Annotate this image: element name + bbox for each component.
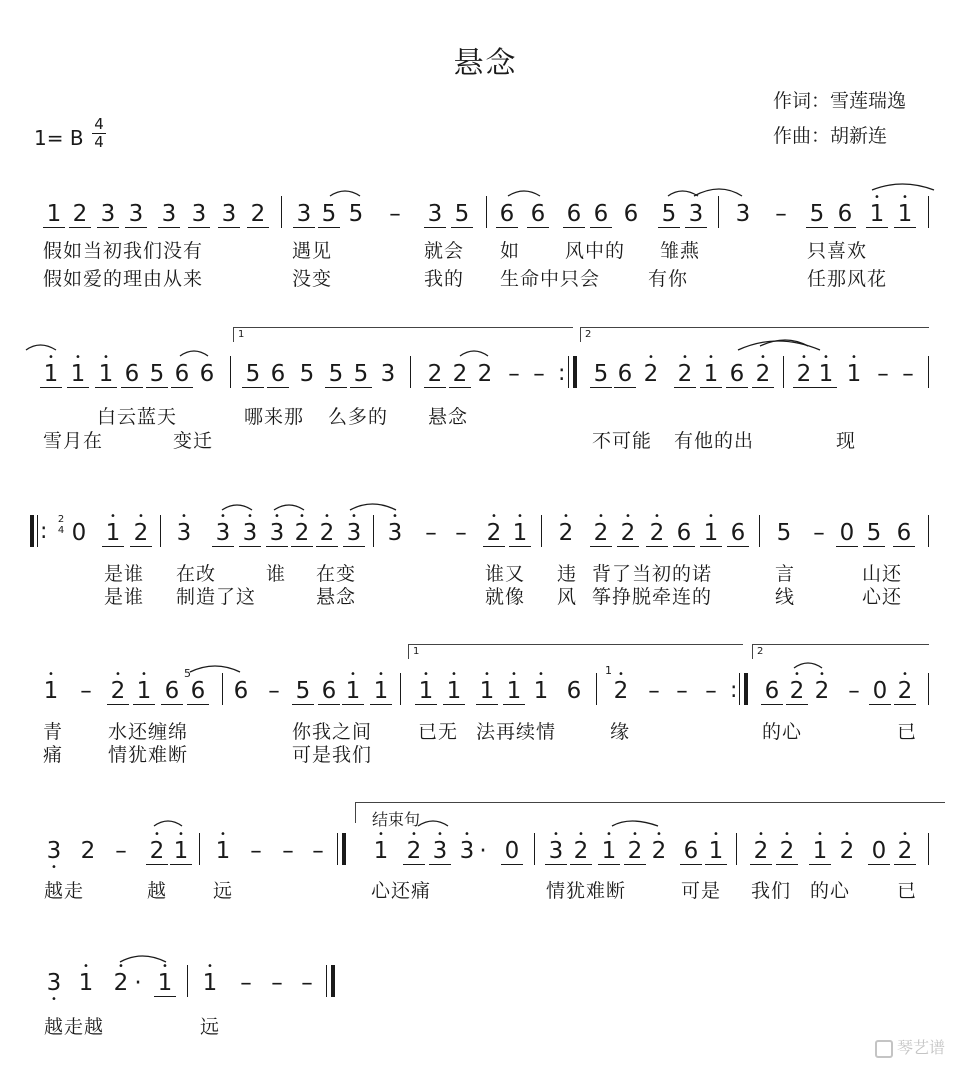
note: 3 [424, 201, 446, 228]
lyric: 心还痛 [371, 880, 432, 902]
note: • 1 [533, 669, 549, 704]
dot: · [479, 838, 487, 864]
dash: – [425, 520, 437, 546]
lyric: 谁 [266, 563, 287, 585]
slur [190, 666, 240, 672]
dash: – [312, 838, 324, 864]
time-signature [91, 116, 107, 151]
lyric: 你我之间 [292, 721, 373, 743]
dash: – [455, 520, 467, 546]
note: 6 [590, 201, 612, 228]
slur [508, 191, 540, 196]
note: 5 [863, 520, 885, 547]
slur [738, 341, 820, 350]
note: • 1 [170, 838, 192, 865]
note: 5 [242, 361, 264, 388]
note: • 2 [624, 838, 646, 865]
note: 0 [868, 838, 890, 865]
note: • 1 [509, 520, 531, 547]
lyric: 远 [200, 1016, 221, 1038]
slur [274, 505, 304, 510]
note: • 2 [291, 520, 313, 547]
note: • 3 [212, 520, 234, 547]
note: • 1 [598, 838, 620, 865]
note: • 1 [40, 361, 62, 388]
dot: · [134, 970, 142, 996]
dash: – [282, 838, 294, 864]
note: 6 [680, 838, 702, 865]
note: • 2 [590, 520, 612, 547]
note: • 1 [342, 678, 364, 705]
barline [199, 833, 200, 865]
slur [794, 663, 822, 668]
barline [337, 833, 338, 865]
note: 6 [727, 520, 749, 547]
watermark: 琴艺谱 [875, 1035, 945, 1058]
note: • 1 [215, 829, 231, 864]
dash: – [389, 201, 401, 227]
volta-2: 2 [580, 327, 929, 342]
dash: – [902, 361, 914, 387]
barline [928, 356, 929, 388]
note: • 1 [373, 829, 389, 864]
note: • 1 [503, 678, 525, 705]
note: 5 [146, 361, 168, 388]
dash: – [775, 201, 787, 227]
lyric: 我们 [751, 880, 792, 902]
barline [596, 673, 597, 705]
barline [400, 673, 401, 705]
note: 5 [350, 361, 372, 388]
barline [326, 965, 327, 997]
volta-1: 1 [408, 644, 743, 659]
note: 3 [380, 361, 396, 387]
note: • 1 [866, 201, 888, 228]
note: 0 [836, 520, 858, 547]
note: • 3 [239, 520, 261, 547]
lyric: 只喜欢 [807, 240, 868, 262]
slur [222, 505, 252, 510]
note: 6 [171, 361, 193, 388]
lyric: 是谁 [104, 563, 145, 585]
final-bar [331, 965, 335, 997]
lyric: 缘 [610, 721, 631, 743]
lyric: 假如当初我们没有 [43, 240, 204, 262]
note: • 2 [130, 520, 152, 547]
note: • 2 [839, 829, 855, 864]
lyric: 心还 [862, 586, 903, 608]
lyric: 就会 [424, 240, 465, 262]
note: 5 [776, 520, 792, 546]
note: • 1 [43, 669, 59, 704]
barline [928, 515, 929, 547]
note: • 3 [46, 970, 62, 1005]
note: 5 [658, 201, 680, 228]
barline [541, 515, 542, 547]
note: 3 [735, 201, 751, 227]
note: • 1 [705, 838, 727, 865]
barline [486, 196, 487, 228]
lyricist-credit: 作词：雪莲瑞逸 [773, 90, 907, 112]
dash: – [240, 970, 252, 996]
note: 0 [501, 838, 523, 865]
barline [222, 673, 223, 705]
note: • 2 [617, 520, 639, 547]
barline [718, 196, 719, 228]
dash: – [508, 361, 520, 387]
note: 6 [199, 361, 215, 387]
note: • 2 [776, 838, 798, 865]
lyric: 青 [43, 721, 64, 743]
lyric: 任那风花 [807, 268, 888, 290]
lyric: 制造了这 [176, 586, 257, 608]
note: • 2 [894, 838, 916, 865]
dash: – [80, 678, 92, 704]
dash: – [648, 678, 660, 704]
note: 5 [292, 678, 314, 705]
note: • 2 [793, 361, 815, 388]
note: • 1 [415, 678, 437, 705]
barline [37, 515, 38, 547]
lyric: 变迁 [173, 430, 214, 452]
note: • 2 [113, 961, 129, 996]
repeat-dots: : [40, 519, 48, 544]
note: 2 [449, 361, 471, 388]
dash: – [301, 970, 313, 996]
barline [928, 196, 929, 228]
note: 5 [806, 201, 828, 228]
note: 6 [121, 361, 143, 388]
note: 3 [125, 201, 147, 228]
note: • 2 [558, 511, 574, 546]
note: • 2 [570, 838, 592, 865]
note: 6 [726, 361, 748, 388]
note: • 1 [846, 352, 862, 387]
note: • 1 [67, 361, 89, 388]
grace-note: 1 [605, 664, 612, 677]
note: • 1 [370, 678, 392, 705]
note: 6 [673, 520, 695, 547]
dash: – [676, 678, 688, 704]
note: • 2 [643, 352, 659, 387]
note: 6 [614, 361, 636, 388]
lyric: 谁又 [485, 563, 526, 585]
barline [759, 515, 760, 547]
double-bar [342, 833, 346, 865]
lyric: 风中的 [565, 240, 626, 262]
note: 2 [69, 201, 91, 228]
note: 5 [325, 361, 347, 388]
dash: – [268, 678, 280, 704]
lyric: 远 [213, 880, 234, 902]
note: 3 [158, 201, 180, 228]
barline [281, 196, 282, 228]
volta-1: 1 [233, 327, 573, 342]
lyric: 如 [500, 240, 521, 262]
slur [460, 351, 488, 356]
time-signature-bottom: 4 [94, 133, 104, 151]
lyric: 在改 [176, 563, 217, 585]
time-signature-top: 4 [94, 115, 104, 133]
lyric: 是谁 [104, 586, 145, 608]
dash: – [115, 838, 127, 864]
note: • 3 [176, 511, 192, 546]
slur [668, 191, 698, 196]
note: 6 [563, 201, 585, 228]
note: • 2 [316, 520, 338, 547]
note: • 3 [46, 838, 62, 873]
lyric: 可是 [681, 880, 722, 902]
note: • 1 [476, 678, 498, 705]
note: • 1 [700, 361, 722, 388]
lyric: 情犹难断 [108, 744, 189, 766]
barline [410, 356, 411, 388]
note: 3 [188, 201, 210, 228]
note: 5 [348, 201, 364, 227]
slur [872, 184, 934, 190]
barline [736, 833, 737, 865]
lyric: 有你 [648, 268, 689, 290]
barline [187, 965, 188, 997]
lyric: 的心 [810, 880, 851, 902]
repeat-dots: : [730, 678, 738, 703]
note: 6 [527, 201, 549, 228]
note: • 3 [266, 520, 288, 547]
note: • 2 [651, 829, 667, 864]
note: • 2 [613, 669, 629, 704]
note: • 1 [700, 520, 722, 547]
lyric: 雪月在 [43, 430, 104, 452]
lyric: 假如爱的理由从来 [43, 268, 204, 290]
lyric: 已 [897, 880, 918, 902]
note: • 2 [146, 838, 168, 865]
lyric: 么多的 [328, 406, 389, 428]
note: 6 [267, 361, 289, 388]
note: • 1 [102, 520, 124, 547]
note: • 3 [459, 829, 475, 864]
note: • 2 [483, 520, 505, 547]
repeat-start-bar [30, 515, 34, 547]
note: 0 [71, 520, 87, 546]
lyric: 不可能 [592, 430, 653, 452]
lyric: 没变 [292, 268, 333, 290]
dash: – [705, 678, 717, 704]
dash: – [848, 678, 860, 704]
note: 5 [299, 361, 315, 387]
lyric: 的心 [762, 721, 803, 743]
slur [154, 821, 182, 826]
lyric: 现 [836, 430, 857, 452]
note: • 2 [894, 678, 916, 705]
lyric: 雏燕 [660, 240, 701, 262]
lyric: 我的 [424, 268, 465, 290]
note: 6 [161, 678, 183, 705]
lyric: 法再续情 [476, 721, 557, 743]
repeat-end-bar [573, 356, 577, 388]
note: 5 [318, 201, 340, 228]
note: • 2 [403, 838, 425, 865]
note: 6 [623, 201, 639, 227]
note: • 1 [443, 678, 465, 705]
key-signature: 1= B [34, 126, 84, 150]
note: • 2 [752, 361, 774, 388]
note: 6 [893, 520, 915, 547]
note: • 1 [133, 678, 155, 705]
note: 6 [318, 678, 340, 705]
lyric: 线 [775, 586, 796, 608]
barline [160, 515, 161, 547]
lyric: 遇见 [292, 240, 333, 262]
note: • 3 [429, 838, 451, 865]
note: • 3 [545, 838, 567, 865]
note: 5 [590, 361, 612, 388]
lyric: 水还缠绵 [108, 721, 189, 743]
note: • 1 [894, 201, 916, 228]
dash: – [813, 520, 825, 546]
note: 3 [97, 201, 119, 228]
lyric: 哪来那 [244, 406, 305, 428]
lyric: 越走越 [44, 1016, 105, 1038]
lyric: 可是我们 [292, 744, 373, 766]
barline [928, 673, 929, 705]
ending-bracket [355, 802, 945, 829]
lyric: 已 [897, 721, 918, 743]
dash: – [877, 361, 889, 387]
lyric: 白云蓝天 [97, 406, 178, 428]
note: • 3 [343, 520, 365, 547]
note: • 2 [750, 838, 772, 865]
lyric: 已无 [418, 721, 459, 743]
note: • 2 [674, 361, 696, 388]
note: 3 [218, 201, 240, 228]
lyric: 生命中只会 [500, 268, 601, 290]
note: • 1 [809, 838, 831, 865]
slur [26, 345, 56, 350]
dash: – [533, 361, 545, 387]
lyric: 痛 [43, 744, 64, 766]
repeat-end-bar [744, 673, 748, 705]
note: 6 [233, 678, 249, 704]
watermark-logo-icon [875, 1040, 893, 1058]
lyric: 有他的出 [674, 430, 755, 452]
dash: – [250, 838, 262, 864]
note: 3 [293, 201, 315, 228]
note: • 2 [107, 678, 129, 705]
lyric: 山还 [862, 563, 903, 585]
lyric: 筝挣脱牵连的 [592, 586, 713, 608]
lyric: 悬念 [316, 586, 357, 608]
lyric: 悬念 [428, 406, 469, 428]
lyric: 背了当初的诺 [592, 563, 713, 585]
note: 6 [496, 201, 518, 228]
slur [180, 351, 208, 356]
note: 6 [187, 678, 209, 705]
slur [694, 189, 742, 196]
note: • 1 [78, 961, 94, 996]
note: 3 [685, 201, 707, 228]
lyric: 风 [557, 586, 578, 608]
barline [928, 833, 929, 865]
barline [534, 833, 535, 865]
meter-change: 2 4 [57, 514, 65, 536]
barline [739, 673, 740, 705]
lyric: 在变 [316, 563, 357, 585]
lyric: 言 [775, 563, 796, 585]
dash: – [271, 970, 283, 996]
note: 6 [761, 678, 783, 705]
lyric: 违 [557, 563, 578, 585]
grace-note: 5 [184, 667, 191, 680]
note: 2 [80, 838, 96, 864]
note: • 2 [646, 520, 668, 547]
note: • 1 [815, 361, 837, 388]
note: • 2 [814, 669, 830, 704]
barline [373, 515, 374, 547]
lyric: 就像 [485, 586, 526, 608]
note: • 1 [202, 961, 218, 996]
note: 2 [247, 201, 269, 228]
note: 6 [834, 201, 856, 228]
song-title: 悬念 [453, 46, 518, 81]
note: • 3 [387, 511, 403, 546]
note: 5 [451, 201, 473, 228]
volta-2: 2 [752, 644, 929, 659]
slur [330, 191, 360, 196]
lyric: 情犹难断 [546, 880, 627, 902]
note: • 2 [786, 678, 808, 705]
barline [783, 356, 784, 388]
note: • 1 [95, 361, 117, 388]
lyric: 越走 [44, 880, 85, 902]
barline [568, 356, 569, 388]
ending-label: 结束句 [372, 810, 421, 829]
note: 2 [424, 361, 446, 388]
note: 1 [43, 201, 65, 228]
slur [350, 504, 396, 510]
lyric: 越 [147, 880, 168, 902]
note: 6 [566, 678, 582, 704]
repeat-dots: : [558, 361, 566, 386]
note: • 1 [154, 970, 176, 997]
composer-credit: 作曲：胡新连 [773, 125, 888, 147]
barline [230, 356, 231, 388]
note: 0 [869, 678, 891, 705]
note: 2 [477, 361, 493, 387]
